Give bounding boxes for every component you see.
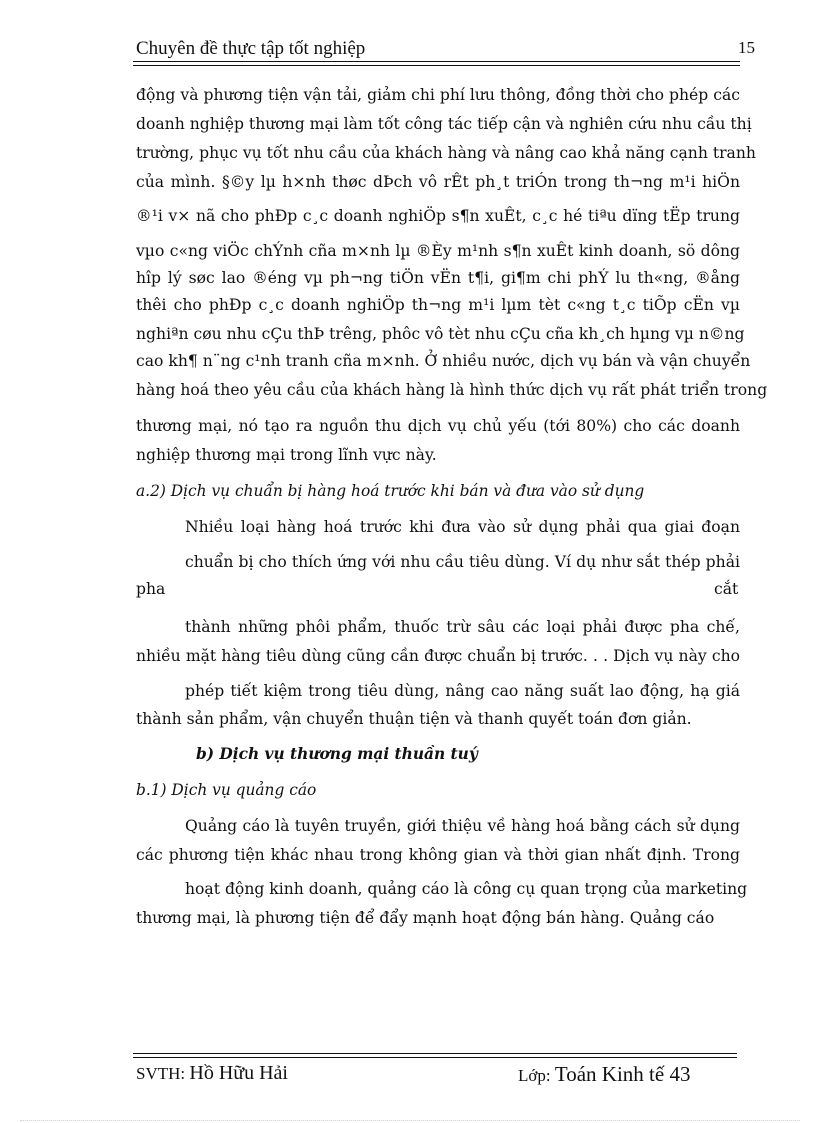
footer-svth-label: SVTH: [136,1064,190,1083]
footer-student [136,1062,288,1085]
footer-class-name: Toán Kinh tế 43 [554,1062,691,1086]
footer-student-name: Hồ Hữu Hải [189,1062,288,1084]
paragraph-line: trường, phục vụ tốt nhu cầu của khách hàng và nâng cao khả năng cạnh tranh [136,144,756,162]
header-rule-thin [133,65,740,66]
paragraph-line: thương mại, nó tạo ra nguồn thu dịch vụ chủ yếu (tới 80%) cho các doanh [136,417,740,435]
footer-rule-thin [133,1057,737,1058]
footer-class-label: Lớp: [518,1066,555,1085]
header-title: Chuyên đề thực tập tốt nghiệp [136,38,366,59]
paragraph-line: chuẩn bị cho thích ứng với nhu cầu tiêu dùng. Ví dụ như sắt thép phải [185,553,740,571]
page-number: 15 [738,38,755,57]
paragraph-line: nhiều mặt hàng tiêu dùng cũng cần được chuẩn bị trước. . . Dịch vụ này cho [136,647,740,665]
subsection-heading-b1: b.1) Dịch vụ quảng cáo [136,781,317,799]
subsection-heading-a2: a.2) Dịch vụ chuẩn bị hàng hoá trước khi bán và đưa vào sử dụng [136,482,645,500]
page-bottom-divider [20,1120,800,1121]
paragraph-line: phép tiết kiệm trong tiêu dùng, nâng cao năng suất lao động, hạ giá [185,682,740,700]
paragraph-word: pha [136,580,166,598]
paragraph-line: động và phương tiện vận tải, giảm chi phí lưu thông, đồng thời cho phép các [136,86,740,104]
paragraph-line: thành sản phẩm, vận chuyển thuận tiện và thanh quyết toán đơn giản. [136,710,692,728]
paragraph-line: nghiªn cøu nhu cÇu thÞ trêng, phôc vô tèt nhu cÇu cña kh¸ch hµng vµ n©ng [136,325,745,343]
paragraph-line: các phương tiện khác nhau trong không gian và thời gian nhất định. Trong [136,846,740,864]
footer-rule [133,1053,737,1054]
paragraph-line: Quảng cáo là tuyên truyền, giới thiệu về hàng hoá bằng cách sử dụng [185,817,740,835]
footer-class [518,1062,690,1087]
section-heading-b: b) Dịch vụ thương mại thuần tuý [196,745,478,763]
header-rule [133,61,740,62]
paragraph-line: doanh nghiệp thương mại làm tốt công tác tiếp cận và nghiên cứu nhu cầu thị [136,115,752,133]
paragraph-line: vµo c«ng viÖc chÝnh cña m×nh lµ ®Èy m¹nh s¶n xuÊt kinh doanh, sö dông [136,242,740,260]
paragraph-line: hoạt động kinh doanh, quảng cáo là công cụ quan trọng của marketing [185,880,748,898]
paragraph-line: Nhiều loại hàng hoá trước khi đưa vào sử dụng phải qua giai đoạn [185,518,740,536]
paragraph-line: của mình. §©y lµ h×nh thøc dÞch vô rÊt ph¸t triÓn trong th¬ng m¹i hiÖn [136,173,740,191]
paragraph-line: cao kh¶ n¨ng c¹nh tranh cña m×nh. Ở nhiều nước, dịch vụ bán và vận chuyển [136,352,751,370]
paragraph-line: thương mại, là phương tiện để đẩy mạnh hoạt động bán hàng. Quảng cáo [136,909,715,927]
paragraph-line: hàng hoá theo yêu cầu của khách hàng là hình thức dịch vụ rất phát triển trong [136,381,768,399]
paragraph-line: hîp lý søc lao ®éng vµ ph¬ng tiÖn vËn t¶i, gi¶m chi phÝ lu th«ng, ®ång [136,269,740,287]
paragraph-line: thêi cho phÐp c¸c doanh nghiÖp th¬ng m¹i lµm tèt c«ng t¸c tiÕp cËn vµ [136,296,740,314]
paragraph-word: cắt [714,580,739,598]
paragraph-line: thành những phôi phẩm, thuốc trừ sâu các loại phải được pha chế, [185,618,740,636]
paragraph-line: ®¹i v× nã cho phÐp c¸c doanh nghiÖp s¶n xuÊt, c¸c hé tiªu dïng tËp trung [136,207,740,225]
paragraph-line: nghiệp thương mại trong lĩnh vực này. [136,446,437,464]
